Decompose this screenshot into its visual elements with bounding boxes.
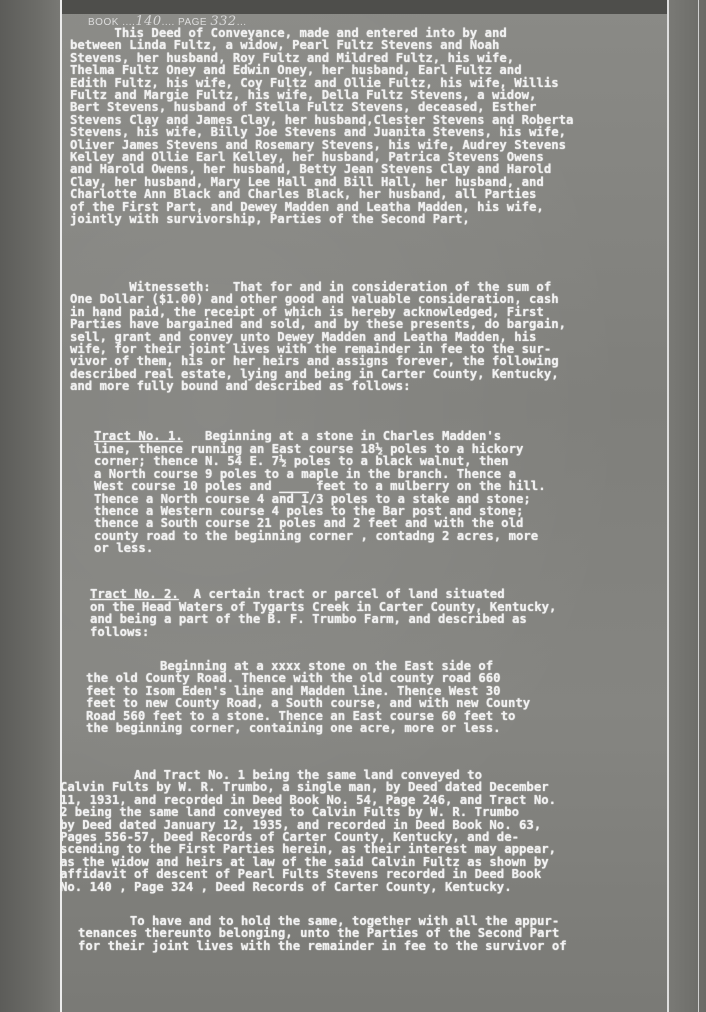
preamble-line: Oliver James Stevens and Rosemary Stevens, his wife, Audrey Stevens: [70, 137, 567, 152]
witnesseth-line: wife, for their joint lives with the remainder in fee to the sur-: [70, 342, 552, 357]
witnesseth-line: Witnesseth: That for and in consideration of the sum of: [70, 280, 552, 294]
tract-1-line: county road to the beginning corner , contadng 2 acres, more: [94, 528, 539, 543]
tract-1-line: thence a South course 21 poles and 2 feet and with the old: [94, 516, 524, 531]
preamble-line: of the First Part, and Dewey Madden and Leatha Madden, his wife,: [70, 199, 544, 214]
source-line: scending to the First Parties herein, as their interest may appear,: [60, 842, 557, 857]
tract-1-line: corner; thence N. 54 E. 7½ poles to a black walnut, then: [94, 454, 509, 469]
page-number: 332: [210, 14, 237, 29]
book-number: 140: [135, 14, 162, 29]
preamble-line: Stevens, her husband, Roy Fultz and Mildred Fultz, his wife,: [70, 50, 515, 65]
tract-1-line: a North course 9 poles to a maple in the branch. Thence a: [94, 466, 516, 481]
preamble-line: This Deed of Conveyance, made and entered into by and: [70, 26, 507, 40]
tract-1-line: Thence a North course 4 and 1/3 poles to a stake and stone;: [94, 491, 531, 506]
tract-2-boundary-line: Road 560 feet to a stone. Thence an East course 60 feet to: [86, 708, 516, 723]
witnesseth-line: in hand paid, the receipt of which is hereby acknowledged, First: [70, 304, 544, 319]
right-edge-line: [698, 0, 699, 1012]
book-label: BOOK: [88, 17, 119, 28]
tract-1-heading: Tract No. 1.: [94, 429, 183, 443]
tract-2-line: on the Head Waters of Tygarts Creek in Carter County, Kentucky,: [90, 600, 557, 614]
witnesseth-clause: [70, 281, 670, 393]
source-line: 2 being the same land conveyed to Calvin Fults by W. R. Trumbo: [60, 805, 520, 820]
source-line: No. 140 , Page 324 , Deed Records of Carter County, Kentucky.: [60, 879, 512, 894]
source-line: 11, 1931, and recorded in Deed Book No. 54, Page 246, and Tract No.: [60, 792, 557, 807]
tract-2-heading: Tract No. 2.: [90, 587, 179, 601]
witnesseth-line: described real estate, lying and being in Carter County, Kentucky,: [70, 366, 559, 381]
preamble-line: jointly with survivorship, Parties of the Second Part,: [70, 212, 470, 227]
preamble-line: between Linda Fultz, a widow, Pearl Fultz Stevens and Noah: [70, 38, 500, 53]
source-line: Calvin Fults by W. R. Trumbo, a single man, by Deed dated December: [60, 780, 549, 795]
deed-preamble: [70, 27, 670, 226]
witnesseth-line: One Dollar ($1.00) and other good and valuable consideration, cash: [70, 292, 559, 307]
witnesseth-line: and more fully bound and described as follows:: [70, 379, 411, 394]
preamble-line: Kelley and Ollie Earl Kelley, her husband, Patrica Stevens Owens: [70, 150, 544, 165]
habendum-line: To have and to hold the same, together with all the appur-: [78, 914, 560, 928]
source-line: affidavit of descent of Pearl Fults Stevens recorded in Deed Book: [60, 867, 542, 882]
preamble-line: Clay, her husband, Mary Lee Hall and Bill Hall, her husband, and: [70, 174, 544, 189]
habendum-line: for their joint lives with the remainder in fee to the survivor of: [78, 938, 567, 953]
tract-1-line: or less.: [94, 541, 154, 556]
preamble-line: Bert Stevens, husband of Stella Fultz Stevens, deceased, Esther: [70, 100, 537, 115]
witnesseth-line: Parties have bargained and sold, and by these presents, do bargain,: [70, 317, 567, 332]
witnesseth-line: vivor of them, his or her heirs and assigns forever, the following: [70, 354, 559, 369]
source-of-title: [60, 769, 660, 893]
source-line: Pages 556-57, Deed Records of Carter County, Kentucky, and de-: [60, 830, 520, 845]
tract-1-opening: Beginning at a stone in Charles Madden's: [182, 429, 502, 443]
tract-2-boundary-line: the old County Road. Thence with the old county road 660: [86, 671, 501, 686]
preamble-line: Stevens Clay and James Clay, her husband,Clester Stevens and Roberta: [70, 112, 574, 127]
source-line: And Tract No. 1 being the same land conveyed to: [60, 768, 482, 782]
preamble-line: Stevens, his wife, Billy Joe Stevens and Juanita Stevens, his wife,: [70, 125, 567, 140]
tract-2-boundary: [86, 660, 686, 734]
top-shadow-band: [0, 0, 706, 14]
preamble-line: Fultz and Margie Fultz, his wife, Della Fultz Stevens, a widow,: [70, 88, 537, 103]
preamble-line: and Harold Owens, her husband, Betty Jean Stevens Clay and Harold: [70, 162, 552, 177]
tract-1-line: thence a Western course 4 poles to the Bar post and stone;: [94, 504, 524, 519]
tract-2-boundary-line: feet to Isom Eden's line and Madden line. Thence West 30: [86, 683, 501, 698]
preamble-line: Thelma Fultz Oney and Edwin Oney, her husband, Earl Fultz and: [70, 63, 522, 78]
source-line: as the widow and heirs at law of the said Calvin Fultz as shown by: [60, 854, 549, 869]
tract-1-first-line: [94, 430, 694, 442]
tract-2-line: and being a part of the B. F. Trumbo Farm, and described as: [90, 612, 527, 627]
tract-1-line: West course 10 poles and ____ feet to a mulberry on the hill.: [94, 479, 546, 494]
preamble-line: Charlotte Ann Black and Charles Black, her husband, all Parties: [70, 187, 537, 202]
tract-2-opening: A certain tract or parcel of land situated: [178, 587, 505, 601]
tract-2-line: follows:: [90, 624, 150, 639]
preamble-line: Edith Fultz, his wife, Coy Fultz and Ollie Fultz, his wife, Willis: [70, 75, 559, 90]
tract-2-boundary-line: feet to new County Road, a South course, and with new County: [86, 696, 531, 711]
tract-2-boundary-line: the beginning corner, containing one acre, more or less.: [86, 721, 501, 736]
tract-2-location: [90, 601, 690, 638]
left-binding-margin: [0, 0, 62, 1012]
tract-1-description: [94, 443, 694, 555]
tract-2-boundary-line: Beginning at a xxxx stone on the East side of: [86, 659, 494, 673]
tract-1-line: line, thence running an East course 18½ poles to a hickory: [94, 442, 524, 456]
source-line: by Deed dated January 12, 1935, and recorded in Deed Book No. 63,: [60, 817, 542, 832]
witnesseth-line: sell, grant and convey unto Dewey Madden and Leatha Madden, his: [70, 329, 537, 344]
page-label: PAGE: [178, 17, 208, 28]
book-page-header: BOOK ....140.... PAGE 332...: [88, 14, 247, 29]
habendum-line: tenances thereunto belonging, unto the Parties of the Second Part: [78, 926, 560, 941]
tract-2-first-line: [90, 588, 690, 600]
habendum-clause: [78, 915, 678, 952]
